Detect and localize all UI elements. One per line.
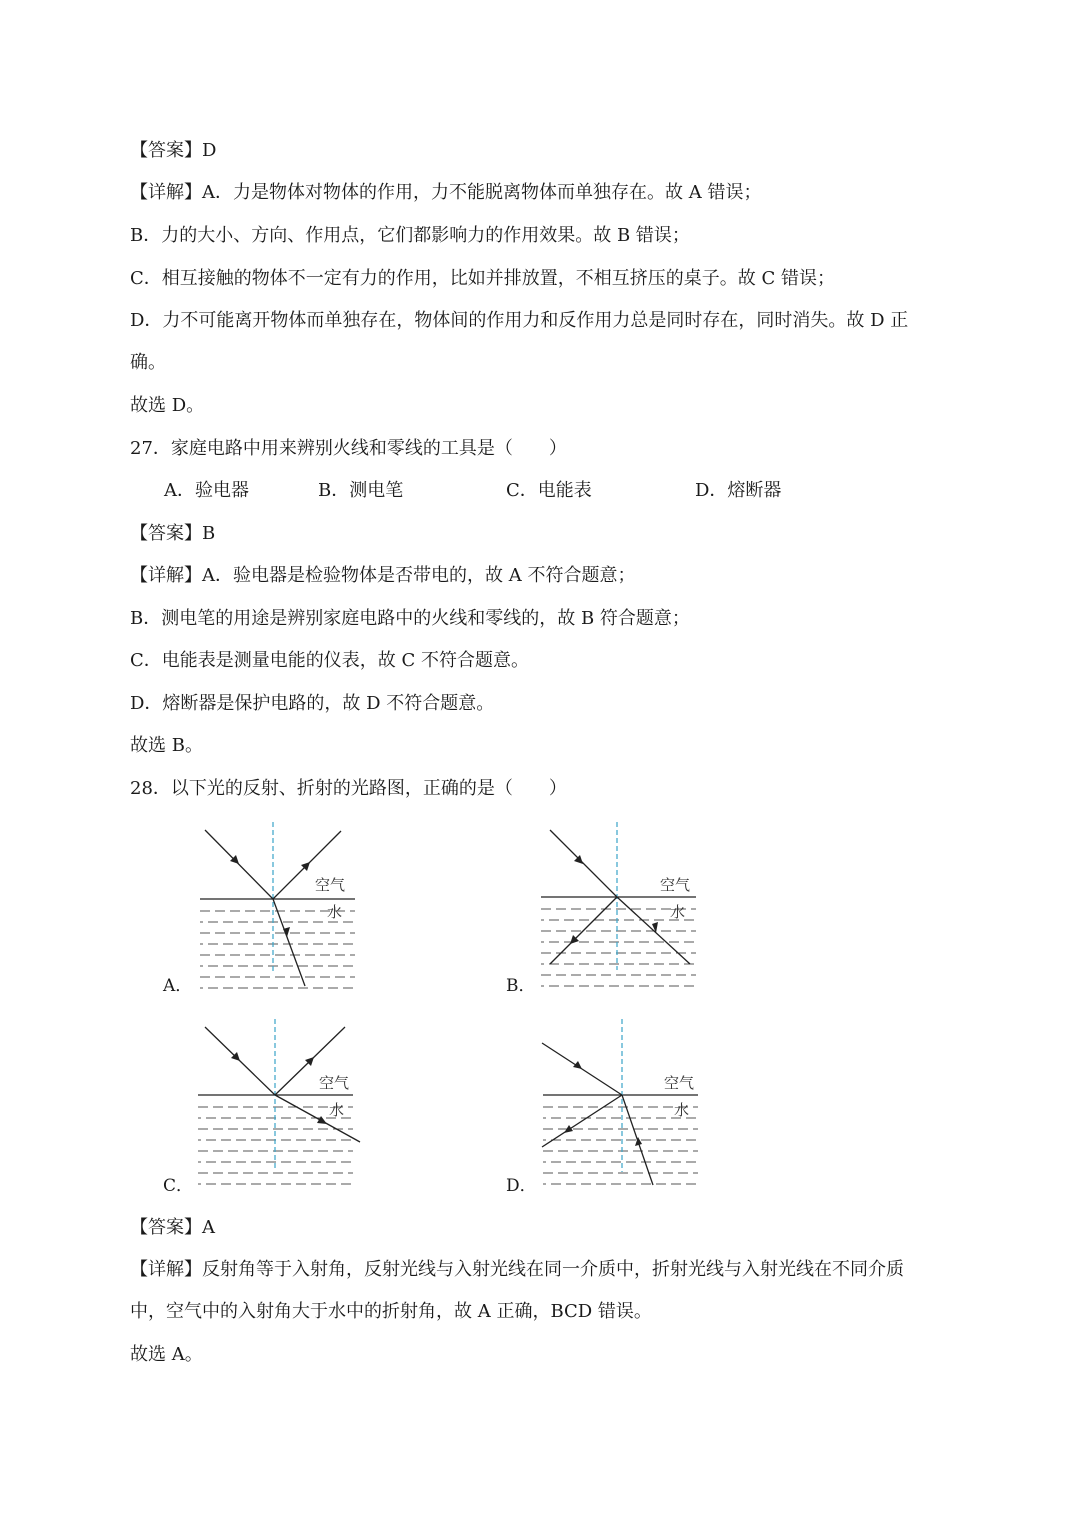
water-label: 水 [329,1101,345,1119]
arrow-incident [574,855,583,864]
figure-b-label: B． [506,976,536,996]
q27-option-d: D．熔断器 [695,480,782,501]
water-label: 水 [670,903,686,921]
water-label: 水 [327,903,343,921]
air-label: 空气 [319,1074,350,1092]
q28-detail-line1: 【详解】反射角等于入射角，反射光线与入射光线在同一介质中，折射光线与入射光线在不同介质 [130,1259,904,1280]
arrow-incident [573,1061,582,1069]
q26-detail-d-line2: 确。 [130,352,166,373]
incident-ray [205,830,273,899]
arrow-refracted [317,1116,327,1124]
figure-d-diagram [538,1017,708,1192]
q27-detail-c: C．电能表是测量电能的仪表，故 C 不符合题意。 [130,650,529,671]
incident-ray [550,830,617,897]
q27-conclusion: 故选 B。 [130,735,203,756]
q27-detail-a: 【详解】A．验电器是检验物体是否带电的，故 A 不符合题意； [130,565,636,586]
q27-detail-b: B．测电笔的用途是辨别家庭电路中的火线和零线的，故 B 符合题意； [130,608,690,629]
water-label: 水 [674,1101,690,1119]
q27-option-b: B．测电笔 [318,480,404,501]
air-label: 空气 [664,1074,695,1092]
q26-detail-b: B．力的大小、方向、作用点，它们都影响力的作用效果。故 B 错误； [130,225,690,246]
air-label: 空气 [315,876,346,894]
q27-detail-d: D．熔断器是保护电路的，故 D 不符合题意。 [130,693,495,714]
figure-a-diagram [195,820,365,995]
q28-stem: 28．以下光的反射、折射的光路图，正确的是（ ） [130,778,567,799]
q26-detail-c: C．相互接触的物体不一定有力的作用，比如并排放置，不相互挤压的桌子。故 C 错误； [130,268,835,289]
q27-option-a: A．验电器 [164,480,249,501]
figure-a-label: A． [163,976,193,996]
water-hatching [200,911,355,988]
air-label: 空气 [660,876,691,894]
figure-b-diagram [538,820,708,995]
figure-c-diagram [195,1017,365,1192]
arrow-refracted [635,1137,642,1146]
q28-detail-line2: 中，空气中的入射角大于水中的折射角，故 A 正确，BCD 错误。 [130,1301,652,1322]
q26-answer: 【答案】D [130,140,217,161]
q27-option-c: C．电能表 [506,480,592,501]
q26-conclusion: 故选 D。 [130,395,205,416]
q26-detail-a: 【详解】A．力是物体对物体的作用，力不能脱离物体而单独存在。故 A 错误； [130,182,762,203]
figure-d-label: D． [506,1176,537,1196]
refracted-ray [273,899,305,986]
q27-answer: 【答案】B [130,523,216,544]
q26-detail-d-line1: D．力不可能离开物体而单独存在，物体间的作用力和反作用力总是同时存在，同时消失。故 D 正 [130,310,909,331]
q28-answer: 【答案】A [130,1217,215,1238]
q28-conclusion: 故选 A。 [130,1344,203,1365]
figure-c-label: C． [163,1176,194,1196]
q27-stem: 27．家庭电路中用来辨别火线和零线的工具是（ ） [130,438,567,459]
reflected-ray [542,1095,622,1147]
